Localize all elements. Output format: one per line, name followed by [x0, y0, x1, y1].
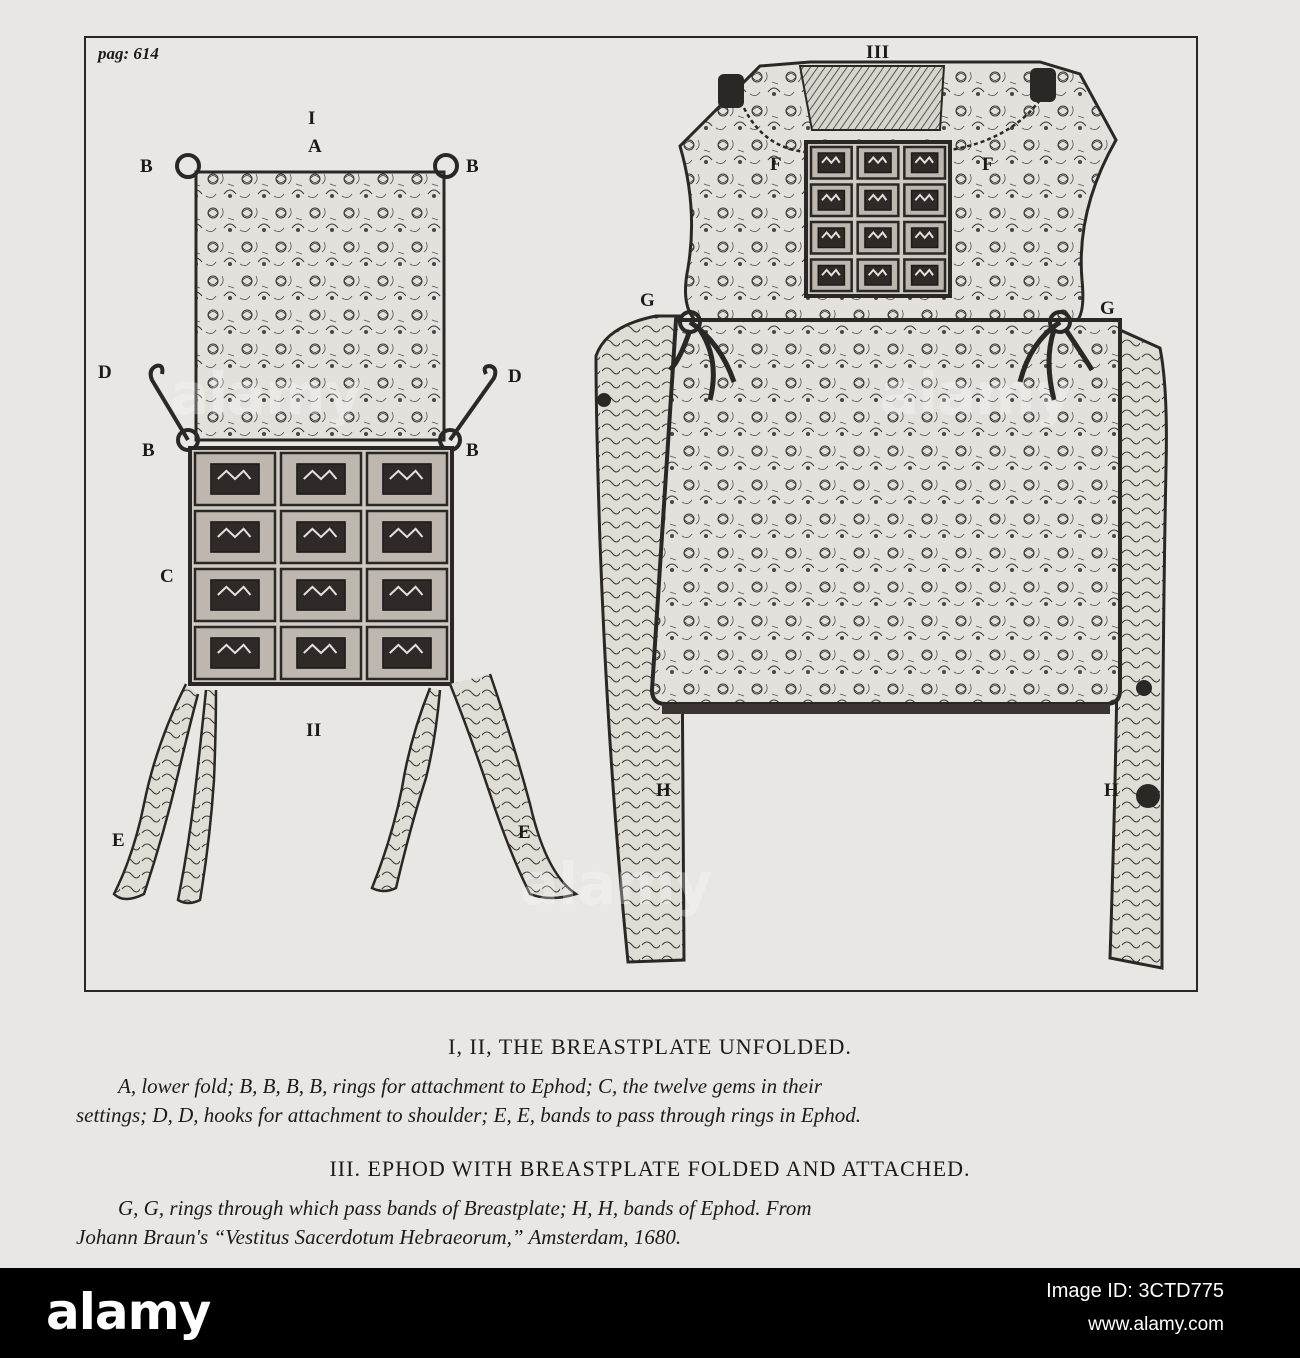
- band-button-left: [597, 393, 611, 407]
- watermark-left: alamy: [170, 360, 362, 428]
- label-e-left: E: [112, 830, 126, 851]
- label-fig-II: II: [306, 720, 322, 741]
- label-f-right: F: [982, 154, 995, 175]
- label-fig-I: I: [308, 108, 316, 129]
- image-id: Image ID: 3CTD775: [1046, 1280, 1224, 1302]
- caption-body-1-line-2: settings; D, D, hooks for attachment to shoulder; E, E, bands to pass through rings in Ephod.: [76, 1103, 861, 1127]
- alamy-logo: alamy: [46, 1283, 211, 1341]
- ephod-hem: [662, 704, 1110, 714]
- label-b-mid-right: B: [466, 440, 480, 461]
- label-h-right: H: [1104, 780, 1120, 801]
- label-d-left: D: [98, 362, 113, 383]
- band-e-right-inner: [372, 688, 440, 891]
- caption-heading-2: III. EPHOD WITH BREASTPLATE FOLDED AND ATTACHED.: [329, 1156, 971, 1181]
- caption-body-1: [76, 1072, 1218, 1130]
- ring-b-top-right: [435, 155, 457, 177]
- caption-heading-1: I, II, THE BREASTPLATE UNFOLDED.: [448, 1034, 852, 1059]
- label-f-left: F: [770, 154, 783, 175]
- breastplate-unfolded: [114, 155, 576, 903]
- caption-body-2-line-1: G, G, rings through which pass bands of Breastplate; H, H, bands of Ephod. From: [118, 1196, 812, 1220]
- label-fig-III: III: [866, 42, 890, 63]
- ephod-collar: [800, 66, 944, 130]
- label-g-right: G: [1100, 298, 1116, 319]
- label-g-left: G: [640, 290, 656, 311]
- watermark-center: alamy: [520, 850, 712, 918]
- label-b-top-left: B: [140, 156, 154, 177]
- hook-d-right: [450, 366, 495, 440]
- shoulder-clasp-right: [1030, 68, 1056, 102]
- ring-b-top-left: [177, 155, 199, 177]
- site-url: www.alamy.com: [1088, 1314, 1224, 1335]
- label-c: C: [160, 566, 175, 587]
- watermark-right: alamy: [880, 360, 1072, 428]
- caption-body-1-line-1: A, lower fold; B, B, B, B, rings for attachment to Ephod; C, the twelve gems in their: [118, 1074, 822, 1098]
- label-a: A: [308, 136, 323, 157]
- ephod-figure: [596, 62, 1166, 968]
- label-b-top-right: B: [466, 156, 480, 177]
- band-button-right-upper: [1136, 680, 1152, 696]
- caption-body-2: [76, 1194, 1218, 1252]
- shoulder-clasp-left: [718, 74, 744, 108]
- label-h-left: H: [656, 780, 672, 801]
- band-button-right: [1136, 784, 1160, 808]
- page-reference: pag: 614: [98, 44, 159, 63]
- label-e-right: E: [518, 822, 532, 843]
- caption-body-2-line-2: Johann Braun's “Vestitus Sacerdotum Hebraeorum,” Amsterdam, 1680.: [76, 1225, 682, 1249]
- label-b-mid-left: B: [142, 440, 156, 461]
- label-d-right: D: [508, 366, 523, 387]
